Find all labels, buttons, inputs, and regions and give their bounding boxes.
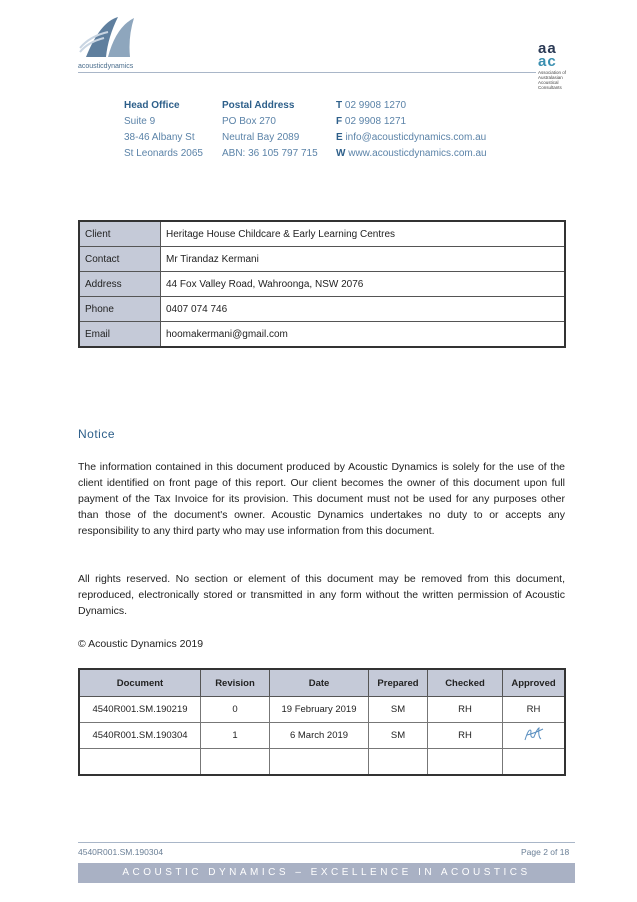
- aaac-mark: [538, 42, 572, 68]
- aaac-mark-bottom: ac: [538, 53, 557, 70]
- contact-block: [336, 98, 487, 162]
- header-divider: [78, 72, 536, 73]
- postal-line: ABN: 36 105 797 715: [222, 148, 318, 159]
- postal-line: Neutral Bay 2089: [222, 132, 300, 143]
- cell: 4540R001.SM.190219: [79, 697, 201, 723]
- postal-line: PO Box 270: [222, 116, 276, 127]
- footer-banner: ACOUSTIC DYNAMICS – EXCELLENCE IN ACOUSTICS: [78, 863, 575, 883]
- col-header: Checked: [428, 669, 503, 697]
- table-row: [79, 272, 565, 297]
- col-header: Document: [79, 669, 201, 697]
- row-value: hoomakermani@gmail.com: [161, 322, 566, 348]
- contact-key: F: [336, 116, 343, 127]
- row-value: Mr Tirandaz Kermani: [161, 247, 566, 272]
- cell: [79, 749, 201, 776]
- row-label: Contact: [79, 247, 161, 272]
- copyright-line: © Acoustic Dynamics 2019: [78, 638, 204, 650]
- cell: 4540R001.SM.190304: [79, 723, 201, 749]
- approval-signature-cell: [503, 723, 566, 749]
- row-value: 44 Fox Valley Road, Wahroonga, NSW 2076: [161, 272, 566, 297]
- table-header-row: [79, 669, 565, 697]
- cell: RH: [428, 697, 503, 723]
- col-header: Date: [270, 669, 369, 697]
- row-label: Email: [79, 322, 161, 348]
- notice-paragraph: The information contained in this document produced by Acoustic Dynamics is solely for the use of the client identified on front page of this report. Our client becomes the owner of this document upon full payment of the Tax Invoice for its provision. This document must not be used for any purposes other than those of the document's owner. Acoustic Dynamics undertakes no duty to or accepts any responsibility to any third party who may use information from this document.: [78, 461, 565, 537]
- contact-value: 02 9908 1271: [344, 116, 407, 127]
- cell: RH: [428, 723, 503, 749]
- web-line[interactable]: [336, 146, 487, 162]
- contact-key: E: [336, 132, 343, 143]
- head-office-line: Suite 9: [124, 116, 156, 127]
- table-row: [79, 723, 565, 749]
- page-number: Page 2 of 18: [521, 847, 570, 857]
- row-label: Address: [79, 272, 161, 297]
- table-row: [79, 221, 565, 247]
- revision-table: [78, 668, 566, 776]
- row-value: 0407 074 746: [161, 297, 566, 322]
- aaac-subtitle: Association of Australasian Acoustical Consultants: [538, 70, 567, 90]
- cell: [428, 749, 503, 776]
- table-row: [79, 749, 565, 776]
- postal-address-block: [222, 98, 318, 162]
- contact-key: T: [336, 100, 343, 111]
- col-header: Prepared: [369, 669, 428, 697]
- email-line[interactable]: [336, 130, 487, 146]
- contact-value: 02 9908 1270: [344, 100, 407, 111]
- table-row: [79, 322, 565, 348]
- cell: RH: [503, 697, 566, 723]
- aaac-logo: [538, 42, 572, 90]
- cell: 6 March 2019: [270, 723, 369, 749]
- cell: [201, 749, 270, 776]
- cell: [503, 749, 566, 776]
- table-row: [79, 697, 565, 723]
- cell: SM: [369, 697, 428, 723]
- row-value: Heritage House Childcare & Early Learning Centres: [161, 221, 566, 247]
- logo-wordmark: acousticdynamics: [78, 63, 134, 70]
- footer-doc-ref: 4540R001.SM.190304: [78, 847, 164, 857]
- table-row: [79, 247, 565, 272]
- postal-address-title: Postal Address: [222, 100, 295, 111]
- cell: SM: [369, 723, 428, 749]
- sails-logo-icon: [78, 12, 148, 62]
- phone-line: [336, 98, 487, 114]
- row-label: Phone: [79, 297, 161, 322]
- head-office-block: [124, 98, 203, 162]
- col-header: Revision: [201, 669, 270, 697]
- head-office-line: St Leonards 2065: [124, 148, 203, 159]
- contact-key: W: [336, 148, 346, 159]
- row-label: Client: [79, 221, 161, 247]
- rights-paragraph: All rights reserved. No section or element of this document may be removed from this document, reproduced, electronically stored or transmitted in any form without the written permission of Acoustic Dynamics.: [78, 573, 565, 617]
- cell: 1: [201, 723, 270, 749]
- notice-heading: Notice: [78, 427, 116, 441]
- fax-line: [336, 114, 487, 130]
- head-office-title: Head Office: [124, 100, 180, 111]
- aaac-mark-top: aa: [538, 40, 557, 57]
- head-office-line: 38-46 Albany St: [124, 132, 195, 143]
- col-header: Approved: [503, 669, 566, 697]
- client-details-table: [78, 220, 566, 348]
- cell: [369, 749, 428, 776]
- footer-divider: [78, 842, 575, 843]
- signature-icon: [521, 725, 547, 743]
- company-logo: [78, 12, 158, 72]
- cell: 19 February 2019: [270, 697, 369, 723]
- table-row: [79, 297, 565, 322]
- cell: [270, 749, 369, 776]
- website-link[interactable]: www.acousticdynamics.com.au: [348, 148, 487, 159]
- cell: 0: [201, 697, 270, 723]
- email-link[interactable]: info@acousticdynamics.com.au: [345, 132, 487, 143]
